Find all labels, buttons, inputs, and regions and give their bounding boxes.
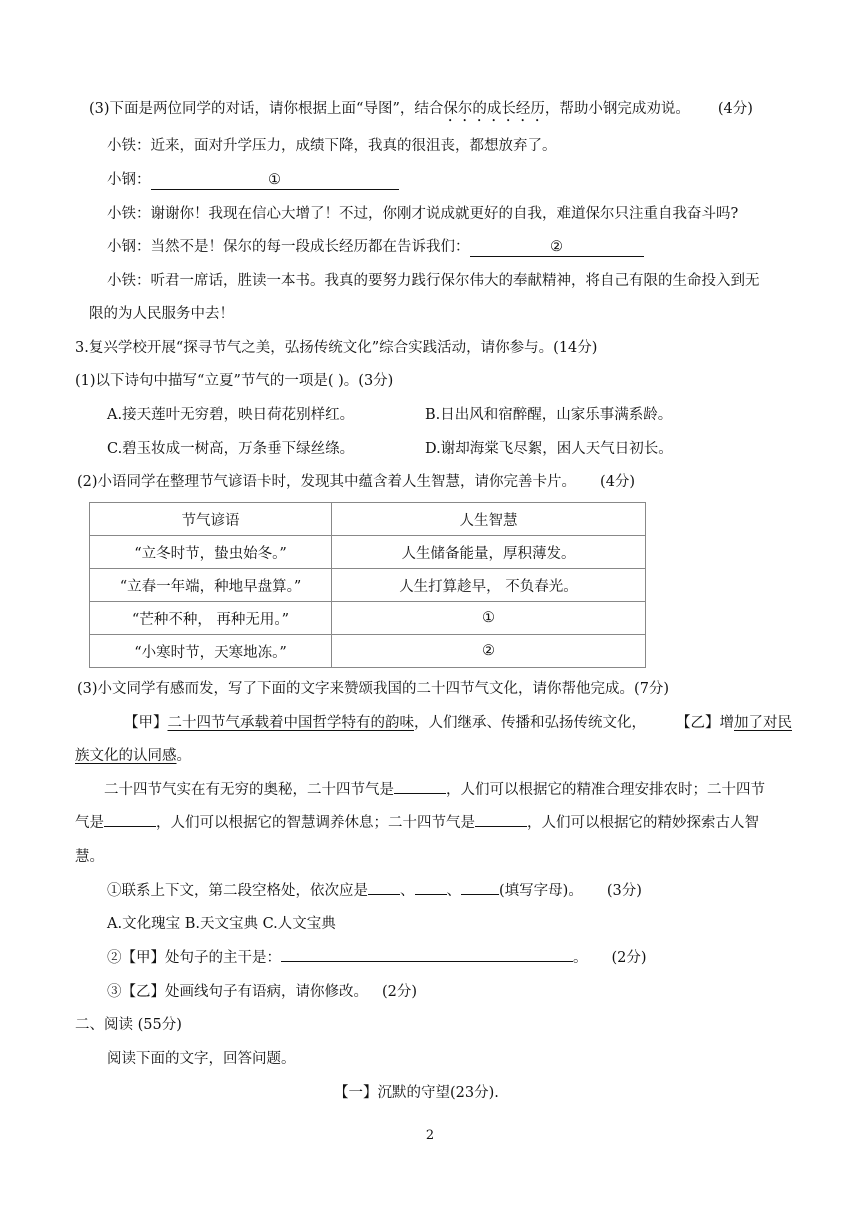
option-c[interactable]: C.碧玉妆成一树高，万条垂下绿丝绦。 [107,441,355,457]
para2-blank-2[interactable] [104,826,156,827]
para1-end: 。 [176,748,191,764]
saying-cell: “小寒时节，天寒地冻。” [90,635,332,668]
sub3-q3-score: (2分) [382,984,418,1000]
table-row [90,569,646,602]
table-header-wisdom: 人生智慧 [332,503,646,536]
underlined-sentence-yi-part1: 加了对民 [734,715,792,731]
sub3-q2-post: 。 [573,950,588,966]
para2-text-a2: ，人们可以根据它的精准合理安排农时；二十四节 [446,782,765,798]
sub3-q3-text: ③【乙】处画线句子有语病，请你修改。 [107,984,368,1000]
dialogue-line-5a: 小铁：听君一席话，胜读一本书。我真的要努力践行保尔伟大的奉献精神，将自己有限的生命投入到无 [107,273,760,289]
section3-title: 3.复兴学校开展“探寻节气之美，弘扬传统文化”综合实践活动，请你参与。(14分) [75,340,598,356]
blank-1-marker: ① [268,172,281,188]
sub3-q1-blank-3[interactable] [461,894,499,895]
marker-jia: 【甲】 [124,715,168,731]
sub3-q1-blank-2[interactable] [415,894,447,895]
dialogue-line-3: 小铁：谢谢你！我现在信心大增了！不过，你刚才说成就更好的自我，难道保尔只注重自我奋斗吗? [107,206,739,222]
wisdom-cell: 人生打算趁早， 不负春光。 [332,569,646,602]
sub3-para2-line2 [75,813,759,833]
sub3-title: (3)小文同学有感而发，写了下面的文字来赞颂我国的二十四节气文化，请你帮他完成。(7分) [77,681,670,697]
dialogue-line-1: 小铁：近来，面对升学压力，成绩下降，我真的很沮丧，都想放弃了。 [107,138,557,154]
sub3-q1-options: A.文化瑰宝 B.天文宝典 C.人文宝典 [107,916,336,932]
q3-title-pre: (3)下面是两位同学的对话，请你根据上面“导图”，结合 [89,101,444,117]
saying-cell: “立春一年端，种地早盘算。” [90,569,332,602]
answer-blank-2[interactable] [470,238,644,257]
para2-blank-1[interactable] [394,793,446,794]
para2-blank-3[interactable] [475,826,527,827]
sub2-title-text: (2)小语同学在整理节气谚语卡时，发现其中蕴含着人生智慧，请你完善卡片。 [77,474,577,490]
sub3-q1-score: (3分) [606,883,642,899]
table-row [90,602,646,635]
sub3-para1-line1 [124,713,792,733]
sub3-q1-text: ①联系上下文，第二段空格处，依次应是 [107,883,368,899]
para1-zeng: 增 [719,715,734,731]
part2-title: 二、阅读 (55分) [75,1017,182,1033]
sub2-score: (4分) [600,474,636,490]
page-number: 2 [425,1128,435,1143]
option-b[interactable]: B.日出风和宿醉醒，山家乐事满系龄。 [425,407,673,423]
dialogue-speaker-xiaogang: 小钢： [107,172,151,188]
dialogue-line-2 [107,170,399,190]
underlined-sentence-jia: 二十四节气承载着中国哲学特有的韵味 [167,715,414,731]
table-header-sayings: 节气谚语 [90,503,332,536]
option-d[interactable]: D.谢却海棠飞尽絮，困人天气日初长。 [425,441,673,457]
para2-text-a1: 二十四节气实在有无穷的奥秘，二十四节气是 [104,782,394,798]
answer-blank-1[interactable] [151,171,399,190]
underlined-sentence-yi-part2: 族文化的认同感 [75,748,177,764]
sub3-q2-text: ②【甲】处句子的主干是： [107,950,281,966]
sub3-q1-sep-1: 、 [400,883,415,899]
q3-title-post: ，帮助小钢完成劝说。 [544,101,690,117]
sub3-q3 [107,982,417,1002]
sub1-title: (1)以下诗句中描写“立夏”节气的一项是( )。(3分) [75,373,394,389]
sub2-title [77,472,635,492]
q3-title [89,99,753,125]
saying-cell: “芒种不种， 再种无用。” [90,602,332,635]
dialogue-line-4-text: 小钢：当然不是！保尔的每一段成长经历都在告诉我们： [107,239,470,255]
sub3-para1-line2 [75,746,191,766]
table-header-row [90,503,646,536]
sub3-q2-score: (2分) [611,950,647,966]
sub3-q1-sep-2: 、 [446,883,461,899]
dialogue-line-4 [107,237,644,257]
sub3-para2-line1 [104,780,765,800]
para2-text-b3: ，人们可以根据它的精妙探索古人智 [527,815,759,831]
sub3-q1 [107,881,642,901]
sub3-para2-line3: 慧。 [75,849,104,865]
q3-title-dotted: 保尔的成长经历 [443,101,545,117]
sayings-table [89,502,646,668]
sub3-q1-post: (填写字母)。 [499,883,583,899]
dialogue-line-5b: 限的为人民服务中去！ [89,306,234,322]
table-row [90,635,646,668]
para2-text-b2: ，人们可以根据它的智慧调养休息；二十四节气是 [156,815,475,831]
table-row [90,536,646,569]
para1-middle-text: ，人们继承、传播和弘扬传统文化， [414,715,646,731]
option-a[interactable]: A.接天莲叶无穷碧，映日荷花别样红。 [107,407,355,423]
sub3-q2 [107,948,647,968]
blank-2-marker: ② [550,239,563,255]
part2-instruction: 阅读下面的文字，回答问题。 [107,1051,296,1067]
wisdom-answer-cell-1[interactable]: ① [332,602,646,635]
q3-score: (4分) [717,101,753,117]
article-title: 【一】沉默的守望(23分). [334,1085,499,1101]
marker-yi: 【乙】 [676,715,720,731]
sub3-q1-blank-1[interactable] [368,894,400,895]
saying-cell: “立冬时节，蛰虫始冬。” [90,536,332,569]
wisdom-cell: 人生储备能量，厚积薄发。 [332,536,646,569]
wisdom-answer-cell-2[interactable]: ② [332,635,646,668]
sub3-q2-blank[interactable] [281,961,573,962]
para2-text-b1: 气是 [75,815,104,831]
